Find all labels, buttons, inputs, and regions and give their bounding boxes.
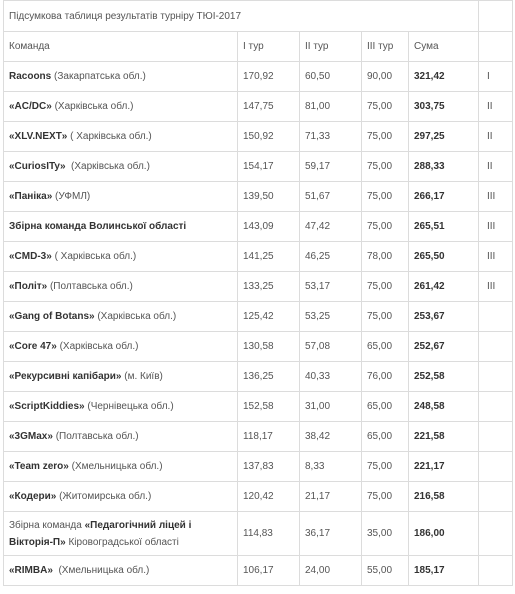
team-region: (Закарпатська обл.) — [51, 71, 146, 82]
total-score: 216,58 — [409, 482, 479, 512]
round-3-score: 65,00 — [362, 332, 409, 362]
team-name: «RIMBA» — [9, 565, 53, 576]
caption-row — [4, 1, 513, 32]
round-2-score: 21,17 — [300, 482, 362, 512]
total-score: 221,17 — [409, 452, 479, 482]
total-score: 265,51 — [409, 212, 479, 242]
round-1-score: 141,25 — [238, 242, 300, 272]
team-name: «ScriptKiddies» — [9, 401, 85, 412]
team-name: «AC/DC» — [9, 101, 52, 112]
place-cell — [479, 392, 513, 422]
team-cell — [4, 182, 238, 212]
round-3-score: 75,00 — [362, 152, 409, 182]
header-round-2: II тур — [300, 32, 362, 62]
round-3-score: 75,00 — [362, 302, 409, 332]
team-region: (Харківська обл.) — [65, 161, 150, 172]
team-name: «XLV.NEXT» — [9, 131, 68, 142]
table-caption: Підсумкова таблиця результатів турніру ТЮІ-2017 — [4, 1, 479, 32]
place-cell: III — [479, 182, 513, 212]
total-score: 266,17 — [409, 182, 479, 212]
round-3-score: 65,00 — [362, 392, 409, 422]
total-score: 288,33 — [409, 152, 479, 182]
team-cell — [4, 212, 238, 242]
place-cell — [479, 302, 513, 332]
team-cell — [4, 152, 238, 182]
round-2-score: 71,33 — [300, 122, 362, 152]
table-row — [4, 332, 513, 362]
team-cell — [4, 332, 238, 362]
table-row — [4, 212, 513, 242]
place-cell — [479, 362, 513, 392]
round-2-score: 57,08 — [300, 332, 362, 362]
round-1-score: 154,17 — [238, 152, 300, 182]
round-2-score: 60,50 — [300, 62, 362, 92]
header-round-1: I тур — [238, 32, 300, 62]
team-cell — [4, 512, 238, 556]
round-3-score: 75,00 — [362, 182, 409, 212]
place-cell — [479, 452, 513, 482]
team-cell — [4, 122, 238, 152]
round-2-score: 53,17 — [300, 272, 362, 302]
total-score: 321,42 — [409, 62, 479, 92]
header-row — [4, 32, 513, 62]
team-region: (м. Київ) — [121, 371, 163, 382]
team-region: (Харківська обл.) — [56, 341, 139, 352]
round-3-score: 75,00 — [362, 482, 409, 512]
total-score: 186,00 — [409, 512, 479, 556]
total-score: 185,17 — [409, 556, 479, 586]
place-cell — [479, 556, 513, 586]
place-cell: III — [479, 242, 513, 272]
team-name: «Рекурсивні капібари» — [9, 371, 122, 382]
total-score: 303,75 — [409, 92, 479, 122]
team-cell — [4, 92, 238, 122]
total-score: 297,25 — [409, 122, 479, 152]
round-3-score: 35,00 — [362, 512, 409, 556]
table-row — [4, 152, 513, 182]
round-1-score: 150,92 — [238, 122, 300, 152]
team-region: ( Харківська обл.) — [51, 251, 137, 262]
total-score: 252,58 — [409, 362, 479, 392]
header-team: Команда — [4, 32, 238, 62]
team-region: (Житомирська обл.) — [56, 491, 152, 502]
total-score: 253,67 — [409, 302, 479, 332]
table-row — [4, 92, 513, 122]
round-3-score: 75,00 — [362, 452, 409, 482]
total-score: 221,58 — [409, 422, 479, 452]
round-2-score: 40,33 — [300, 362, 362, 392]
header-place — [479, 32, 513, 62]
team-cell — [4, 272, 238, 302]
team-region: (Харківська обл.) — [94, 311, 177, 322]
round-1-score: 170,92 — [238, 62, 300, 92]
team-cell — [4, 452, 238, 482]
round-3-score: 78,00 — [362, 242, 409, 272]
round-2-score: 53,25 — [300, 302, 362, 332]
round-2-score: 24,00 — [300, 556, 362, 586]
team-region: (Харківська обл.) — [51, 101, 134, 112]
table-row — [4, 62, 513, 92]
team-region: Кіровоградської області — [65, 536, 179, 548]
round-3-score: 90,00 — [362, 62, 409, 92]
round-2-score: 51,67 — [300, 182, 362, 212]
team-name: «Кодери» — [9, 491, 57, 502]
team-name: «3GMax» — [9, 431, 53, 442]
table-row — [4, 482, 513, 512]
team-name: «Політ» — [9, 281, 48, 292]
team-cell — [4, 242, 238, 272]
round-3-score: 75,00 — [362, 212, 409, 242]
team-region: (Хмельницька обл.) — [68, 461, 163, 472]
round-1-score: 152,58 — [238, 392, 300, 422]
place-cell — [479, 332, 513, 362]
table-row — [4, 556, 513, 586]
round-2-score: 81,00 — [300, 92, 362, 122]
team-cell — [4, 392, 238, 422]
total-score: 265,50 — [409, 242, 479, 272]
total-score: 248,58 — [409, 392, 479, 422]
round-1-score: 106,17 — [238, 556, 300, 586]
total-score: 261,42 — [409, 272, 479, 302]
round-2-score: 47,42 — [300, 212, 362, 242]
place-cell: III — [479, 212, 513, 242]
team-cell — [4, 362, 238, 392]
team-cell — [4, 302, 238, 332]
round-2-score: 38,42 — [300, 422, 362, 452]
table-row — [4, 122, 513, 152]
place-cell — [479, 512, 513, 556]
place-cell: II — [479, 122, 513, 152]
round-1-score: 137,83 — [238, 452, 300, 482]
team-cell — [4, 556, 238, 586]
team-name: Racoons — [9, 71, 52, 82]
team-region: ( Харківська обл.) — [67, 131, 152, 142]
round-1-score: 114,83 — [238, 512, 300, 556]
team-name: «CMD-3» — [9, 251, 52, 262]
team-region: (Полтавська обл.) — [47, 281, 133, 292]
team-region: (Полтавська обл.) — [52, 431, 139, 442]
round-1-score: 136,25 — [238, 362, 300, 392]
round-2-score: 59,17 — [300, 152, 362, 182]
team-name: «Team zero» — [9, 461, 69, 472]
team-region: (Хмельницька обл.) — [52, 565, 150, 576]
place-cell: I — [479, 62, 513, 92]
table-row — [4, 182, 513, 212]
round-2-score: 31,00 — [300, 392, 362, 422]
round-1-score: 143,09 — [238, 212, 300, 242]
team-cell — [4, 422, 238, 452]
team-cell — [4, 482, 238, 512]
results-table — [3, 0, 513, 586]
header-round-3: III тур — [362, 32, 409, 62]
table-row — [4, 362, 513, 392]
team-name: «Педагогічний ліцей і Вікторія-П» — [9, 519, 192, 548]
round-3-score: 75,00 — [362, 272, 409, 302]
round-2-score: 8,33 — [300, 452, 362, 482]
round-2-score: 36,17 — [300, 512, 362, 556]
round-1-score: 147,75 — [238, 92, 300, 122]
round-1-score: 118,17 — [238, 422, 300, 452]
round-3-score: 75,00 — [362, 92, 409, 122]
round-1-score: 125,42 — [238, 302, 300, 332]
round-3-score: 75,00 — [362, 122, 409, 152]
round-3-score: 55,00 — [362, 556, 409, 586]
table-row — [4, 512, 513, 556]
team-name: Збірна команда Волинської області — [9, 221, 187, 232]
table-row — [4, 452, 513, 482]
place-cell: II — [479, 152, 513, 182]
total-score: 252,67 — [409, 332, 479, 362]
team-region: (УФМЛ) — [52, 191, 91, 202]
place-cell — [479, 482, 513, 512]
round-1-score: 139,50 — [238, 182, 300, 212]
table-row — [4, 302, 513, 332]
place-cell: II — [479, 92, 513, 122]
round-2-score: 46,25 — [300, 242, 362, 272]
round-3-score: 65,00 — [362, 422, 409, 452]
team-name: «Gang of Botans» — [9, 311, 95, 322]
team-name: «Паніка» — [9, 191, 53, 202]
place-cell: III — [479, 272, 513, 302]
table-row — [4, 392, 513, 422]
team-cell — [4, 62, 238, 92]
round-3-score: 76,00 — [362, 362, 409, 392]
place-cell — [479, 422, 513, 452]
team-region: (Чернівецька обл.) — [84, 401, 174, 412]
round-1-score: 133,25 — [238, 272, 300, 302]
caption-empty-cell — [479, 1, 513, 32]
table-row — [4, 422, 513, 452]
team-name: «CuriosITy» — [9, 161, 66, 172]
table-row — [4, 272, 513, 302]
round-1-score: 130,58 — [238, 332, 300, 362]
header-sum: Сума — [409, 32, 479, 62]
table-row — [4, 242, 513, 272]
team-prefix: Збірна команда — [9, 519, 85, 531]
team-name: «Core 47» — [9, 341, 57, 352]
round-1-score: 120,42 — [238, 482, 300, 512]
